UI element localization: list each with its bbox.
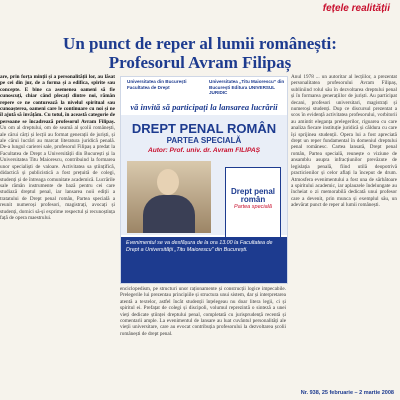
book-cover xyxy=(225,167,281,239)
book-cover-title: Drept penal român xyxy=(230,187,275,204)
headline-line2: Profesorul Avram Filipaș xyxy=(108,53,292,72)
section-label: fețele realității xyxy=(322,3,390,14)
middle-column-body: enciclopedism, pe structuri unor raționamente și construcții logice impecabile. Prelegerile lui prezentau principiile și structura unui sistem, dar și interpretarea atentă a textelor, astfel încât studenții înțelegeau nu doar litera legii, ci și spiritul ei. Prefațat de colegi și discipoli, volumul reprezintă o sinteză a unei vieți dedicate științei dreptului penal, completată cu jurisprudență recentă și comentarii ample. La evenimentul de lansare au luat cuvântul personalități ale vieții universitare, care au evocat contribuția profesorului la dezvoltarea școlii românești de drept penal. xyxy=(120,286,286,337)
event-box xyxy=(121,237,287,283)
right-column xyxy=(291,74,397,382)
left-column-body: Un om al dreptului, om de seamă al școlii românești, ale cărui cărți și lecții au format generații de juriști, și ale cărui lucrări au marcat literatura juridică penală. De-a lungul carierei sale, profesorul Filipaș a predat la Facultatea de Drept a Universității din București și la Universitatea Titu Maiorescu, contribuind la formarea unor specialiști de valoare. Activitatea sa științifică, didactică și publicistică a fost prețuită de colegi, studenți și de întreaga comunitate academică. Lucrările sale rămân instrumente de bază pentru cei care studiază dreptul penal, iar lansarea noii ediții a tratatului de Drept penal român, Partea specială a reunit numeroși profesori, magistrați, avocați și studenți, dornici să-și exprime respectul și recunoștința față de opera maestrului. xyxy=(0,125,115,221)
middle-column xyxy=(120,286,286,382)
invitation-card xyxy=(120,76,288,284)
invitation-tagline: vă invită să participați la lansarea lucrării xyxy=(130,102,278,112)
book-cover-subtitle: Partea specială xyxy=(234,204,272,210)
left-column-lead: are, prin forța minții și a personalității lor, au lăsat pe cei din jur, de a forma și a edifica, spirite sau concepte. E bine ca asemenea oameni să fie cunoscuți, chiar când plecați dintre noi, rămân repere ce ne conturează la nivelul spiritual sau cunoașterea, oameni care le continuare cu noi și ne îl ajută să învățăm. Cu totul, în această categorie de persoane se încadrează profesorul Avram Filipaș. xyxy=(0,74,115,125)
book-title: DREPT PENAL ROMÂN xyxy=(131,121,277,136)
invitation-left-header: Universitatea din București Facultatea de Drept xyxy=(127,79,187,90)
book-subtitle: PARTEA SPECIALĂ xyxy=(166,136,242,145)
issue-footer: Nr. 938, 25 februarie – 2 martie 2008 xyxy=(300,390,394,396)
invitation-right-header: Universitatea „Titu Maiorescu” din București Editura UNIVERSUL JURIDIC xyxy=(209,79,285,95)
event-text: Evenimentul se va desfășura de la ora 13.00 la Facultatea de Drept a Universității „Titu Maiorescu” din București. xyxy=(126,240,273,253)
headline-line1: Un punct de reper al lumii românești: xyxy=(63,34,337,53)
right-column-body: Anul 1978 ... un autoritar al lecțiilor, a prezentat personalitatea profesorului Avram Filipaș, subliniind rolul său în dezvoltarea dreptului penal și în formarea generațiilor de juriști. Au participat decani, profesori universitari, magistrați și numeroși studenți. Dup ce discursul prezentat a scos în evidență activitatea profesorului, vorbitorii au amintit eleganța prelegerilor, rigoarea cu care analiza fiecare instituție juridică și căldura cu care își sprijinea studenții. Opera lui a fost apreciată drept un reper fundamental în domeniul dreptului penal românesc. Cartea lansată, Drept penal român, Partea specială, reunește o viziune de ansamblu asupra infracțiunilor prevăzute de legislația penală, fiind utilă deopotrivă practicienilor și celor aflați la început de drum. Atmosfera evenimentului a fost una de sărbătoare a spiritului academic, iar aplauzele îndelungate au încheiat o zi memorabilă dedicată unui profesor care a devenit, prin munca și exemplul său, un adevărat punct de reper al lumii românești. xyxy=(291,74,397,209)
portrait-head xyxy=(157,169,179,195)
left-column xyxy=(0,74,115,382)
book-author: Autor: Prof. univ. dr. Avram FILIPAȘ xyxy=(147,147,261,154)
author-portrait xyxy=(127,161,211,233)
portrait-body xyxy=(143,195,195,233)
